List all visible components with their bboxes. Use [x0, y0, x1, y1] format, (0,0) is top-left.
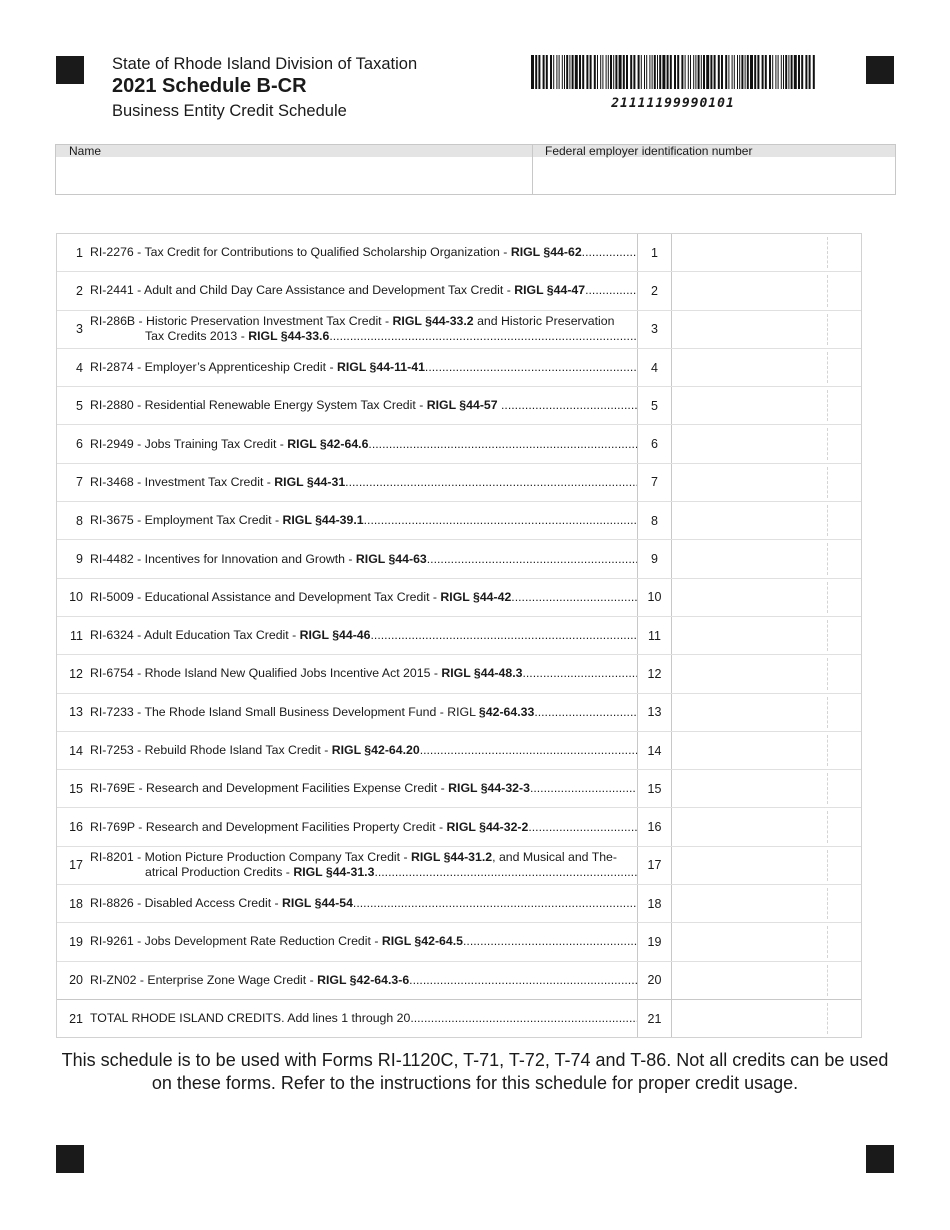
barcode-bar	[721, 55, 723, 89]
line-description: RI-4482 - Incentives for Innovation and Growth - RIGL §44-63 .....	[90, 540, 637, 577]
amount-field[interactable]	[671, 923, 861, 960]
line-number: 7	[76, 475, 83, 490]
barcode-bar	[550, 55, 552, 89]
barcode-bar	[772, 55, 773, 89]
barcode-bar	[737, 55, 738, 89]
barcode-bar	[652, 55, 653, 89]
barcode-bar	[674, 55, 676, 89]
barcode-bar	[734, 55, 735, 89]
line-number: 5	[76, 398, 83, 413]
registration-mark-top-right	[866, 56, 894, 84]
line-box-number: 4	[637, 349, 672, 386]
barcode-bar	[677, 55, 679, 89]
amount-field[interactable]	[671, 808, 861, 845]
line-box-number: 9	[637, 540, 672, 577]
line-description: RI-8201 - Motion Picture Production Company Tax Credit - RIGL §44-31.2, and Musical and The- atrical Production Credits - RIGL §44-31.3 .....	[90, 847, 637, 884]
barcode-bar	[805, 55, 807, 89]
credit-line-row	[57, 616, 861, 654]
barcode-bar	[582, 55, 584, 89]
line-description: RI-769E - Research and Development Facilities Expense Credit - RIGL §44-32-3 .....	[90, 770, 637, 807]
line-description: RI-286B - Historic Preservation Investment Tax Credit - RIGL §44-33.2 and Historic Preservation Tax Credits 2013 - RIGL §44-33.6 .....	[90, 311, 637, 348]
barcode-bar	[706, 55, 709, 89]
credit-line-row	[57, 578, 861, 616]
amount-field[interactable]	[671, 502, 861, 539]
amount-field[interactable]	[671, 885, 861, 922]
barcode-bar	[659, 55, 661, 89]
identity-box	[55, 144, 896, 195]
barcode-bar	[594, 55, 596, 89]
line-box-number: 12	[637, 655, 672, 692]
line-number: 19	[69, 934, 83, 949]
barcode-bar	[613, 55, 614, 89]
barcode-bar	[703, 55, 705, 89]
line-description: TOTAL RHODE ISLAND CREDITS. Add lines 1 through 20 .....	[90, 1000, 637, 1037]
name-field[interactable]	[56, 158, 532, 194]
barcode-bar	[556, 55, 557, 89]
line-number: 1	[76, 245, 83, 260]
line-description: RI-8826 - Disabled Access Credit - RIGL §44-54 .....	[90, 885, 637, 922]
barcode-bar	[695, 55, 696, 89]
barcode-bar	[775, 55, 776, 89]
line-box-number: 11	[637, 617, 672, 654]
barcode-bar	[813, 55, 815, 89]
line-description: RI-7233 - The Rhode Island Small Business Development Fund - RIGL §42-64.33 .....	[90, 694, 637, 731]
form-title: 2021 Schedule B-CR	[112, 75, 307, 97]
form-subtitle: Business Entity Credit Schedule	[112, 102, 347, 120]
name-label: Name	[69, 144, 102, 158]
barcode-bar	[619, 55, 622, 89]
barcode-bar	[606, 55, 607, 89]
line-number: 21	[69, 1011, 83, 1026]
barcode-bar	[739, 55, 740, 89]
barcode-bar	[546, 55, 548, 89]
credit-line-row	[57, 234, 861, 271]
barcode-bar	[641, 55, 642, 89]
line-box-number: 6	[637, 425, 672, 462]
barcode-bar	[586, 55, 588, 89]
barcode-bar	[745, 55, 746, 89]
barcode-bar	[714, 55, 716, 89]
barcode-bar	[602, 55, 603, 89]
line-number: 10	[69, 590, 83, 605]
barcode-bar	[575, 55, 578, 89]
barcode-bar	[670, 55, 672, 89]
line-description: RI-3468 - Investment Tax Credit - RIGL §44-31 .....	[90, 464, 637, 501]
amount-field[interactable]	[671, 464, 861, 501]
credit-line-row	[57, 693, 861, 731]
fein-label: Federal employer identification number	[545, 144, 753, 158]
credit-line-row	[57, 348, 861, 386]
amount-field[interactable]	[671, 617, 861, 654]
barcode	[531, 55, 815, 89]
credit-line-row	[57, 999, 861, 1037]
barcode-bar	[590, 55, 592, 89]
registration-mark-top-left	[56, 56, 84, 84]
barcode-bar	[710, 55, 712, 89]
line-description: RI-2880 - Residential Renewable Energy System Tax Credit - RIGL §44-57 .....	[90, 387, 637, 424]
credit-line-row	[57, 463, 861, 501]
line-box-number: 21	[637, 1000, 672, 1037]
credit-line-row	[57, 271, 861, 309]
barcode-bar	[788, 55, 789, 89]
barcode-bar	[688, 55, 689, 89]
line-number: 16	[69, 820, 83, 835]
barcode-bar	[569, 55, 570, 89]
barcode-bar	[769, 55, 771, 89]
barcode-bar	[644, 55, 645, 89]
barcode-bar	[657, 55, 658, 89]
barcode-bar	[693, 55, 694, 89]
barcode-bar	[638, 55, 640, 89]
barcode-bar	[681, 55, 683, 89]
line-box-number: 1	[637, 234, 672, 271]
credit-line-row	[57, 310, 861, 348]
credit-line-row	[57, 654, 861, 692]
amount-field[interactable]	[671, 349, 861, 386]
fein-field[interactable]	[533, 158, 895, 194]
barcode-bar	[754, 55, 756, 89]
line-number: 4	[76, 360, 83, 375]
barcode-bar	[543, 55, 545, 89]
line-number: 20	[69, 973, 83, 988]
barcode-bar	[747, 55, 749, 89]
amount-field[interactable]	[671, 540, 861, 577]
barcode-bar	[615, 55, 617, 89]
line-box-number: 16	[637, 808, 672, 845]
barcode-bar	[725, 55, 727, 89]
barcode-bar	[564, 55, 565, 89]
line-box-number: 20	[637, 962, 672, 999]
amount-field[interactable]	[671, 847, 861, 884]
barcode-bar	[597, 55, 598, 89]
amount-field[interactable]	[671, 1000, 861, 1037]
credit-line-row	[57, 769, 861, 807]
barcode-bar	[698, 55, 700, 89]
credit-line-row	[57, 501, 861, 539]
credit-line-row	[57, 922, 861, 960]
amount-field[interactable]	[671, 272, 861, 309]
barcode-bar	[701, 55, 702, 89]
barcode-bar	[553, 55, 554, 89]
barcode-bar	[750, 55, 753, 89]
barcode-bar	[633, 55, 635, 89]
barcode-bar	[562, 55, 563, 89]
line-description: RI-2949 - Jobs Training Tax Credit - RIGL §42-64.6 .....	[90, 425, 637, 462]
agency-name: State of Rhode Island Division of Taxation	[112, 55, 418, 73]
barcode-bar	[535, 55, 537, 89]
barcode-bar	[538, 55, 540, 89]
line-box-number: 14	[637, 732, 672, 769]
barcode-bar	[667, 55, 669, 89]
barcode-bar	[685, 55, 686, 89]
credit-line-row	[57, 807, 861, 845]
line-number: 6	[76, 437, 83, 452]
barcode-bar	[662, 55, 665, 89]
barcode-bar	[690, 55, 691, 89]
barcode-bar	[531, 55, 534, 89]
line-number: 12	[69, 666, 83, 681]
barcode-bar	[649, 55, 650, 89]
registration-mark-bottom-left	[56, 1145, 84, 1173]
line-description: RI-2441 - Adult and Child Day Care Assistance and Development Tax Credit - RIGL §44-47 .....	[90, 272, 637, 309]
line-description: RI-3675 - Employment Tax Credit - RIGL §44-39.1 .....	[90, 502, 637, 539]
amount-field[interactable]	[671, 311, 861, 348]
line-number: 14	[69, 743, 83, 758]
line-number: 11	[70, 628, 83, 643]
barcode-bar	[757, 55, 759, 89]
line-box-number: 15	[637, 770, 672, 807]
barcode-bar	[801, 55, 803, 89]
barcode-bar	[630, 55, 632, 89]
amount-field[interactable]	[671, 770, 861, 807]
line-box-number: 8	[637, 502, 672, 539]
barcode-bar	[646, 55, 647, 89]
credit-line-row	[57, 884, 861, 922]
line-description: RI-6324 - Adult Education Tax Credit - RIGL §44-46 .....	[90, 617, 637, 654]
credit-lines-table	[56, 233, 862, 1038]
amount-field[interactable]	[671, 234, 861, 271]
line-number: 15	[69, 781, 83, 796]
barcode-bar	[791, 55, 793, 89]
line-description: RI-7253 - Rebuild Rhode Island Tax Credit - RIGL §42-64.20 .....	[90, 732, 637, 769]
barcode-number: 21111199990101	[611, 96, 735, 111]
barcode-bar	[654, 55, 656, 89]
barcode-bar	[610, 55, 612, 89]
barcode-bar	[559, 55, 560, 89]
line-description: RI-ZN02 - Enterprise Zone Wage Credit - RIGL §42-64.3-6 .....	[90, 962, 637, 999]
line-number: 17	[69, 858, 83, 873]
line-box-number: 18	[637, 885, 672, 922]
barcode-bar	[608, 55, 609, 89]
line-box-number: 7	[637, 464, 672, 501]
barcode-bar	[623, 55, 625, 89]
line-description: RI-5009 - Educational Assistance and Development Tax Credit - RIGL §44-42 .....	[90, 579, 637, 616]
line-number: 18	[69, 896, 83, 911]
amount-field[interactable]	[671, 962, 861, 999]
line-box-number: 19	[637, 923, 672, 960]
credit-line-row	[57, 539, 861, 577]
amount-field[interactable]	[671, 655, 861, 692]
line-description: RI-6754 - Rhode Island New Qualified Jobs Incentive Act 2015 - RIGL §44-48.3 .....	[90, 655, 637, 692]
line-box-number: 5	[637, 387, 672, 424]
credit-line-row	[57, 731, 861, 769]
line-box-number: 13	[637, 694, 672, 731]
barcode-bar	[765, 55, 767, 89]
line-description: RI-2874 - Employer’s Apprenticeship Credit - RIGL §44-11-41 .....	[90, 349, 637, 386]
credit-line-row	[57, 846, 861, 884]
line-number: 2	[76, 283, 83, 298]
barcode-bar	[579, 55, 581, 89]
line-box-number: 3	[637, 311, 672, 348]
line-number: 3	[76, 322, 83, 337]
barcode-bar	[732, 55, 733, 89]
amount-field[interactable]	[671, 387, 861, 424]
amount-field[interactable]	[671, 694, 861, 731]
line-box-number: 2	[637, 272, 672, 309]
barcode-bar	[600, 55, 601, 89]
credit-line-row	[57, 424, 861, 462]
line-box-number: 10	[637, 579, 672, 616]
line-description: RI-769P - Research and Development Facilities Property Credit - RIGL §44-32-2 .....	[90, 808, 637, 845]
line-number: 8	[76, 513, 83, 528]
barcode-bar	[741, 55, 743, 89]
barcode-bar	[809, 55, 811, 89]
credit-line-row	[57, 961, 861, 999]
line-box-number: 17	[637, 847, 672, 884]
barcode-bar	[794, 55, 797, 89]
barcode-bar	[566, 55, 568, 89]
barcode-bar	[728, 55, 729, 89]
line-number: 13	[69, 705, 83, 720]
barcode-bar	[572, 55, 574, 89]
amount-field[interactable]	[671, 425, 861, 462]
line-description: RI-9261 - Jobs Development Rate Reduction Credit - RIGL §42-64.5 .....	[90, 923, 637, 960]
barcode-bar	[798, 55, 800, 89]
barcode-bar	[783, 55, 784, 89]
line-description: RI-2276 - Tax Credit for Contributions to Qualified Scholarship Organization - RIGL §44-62 .....	[90, 234, 637, 271]
credit-line-row	[57, 386, 861, 424]
barcode-bar	[762, 55, 764, 89]
amount-field[interactable]	[671, 732, 861, 769]
registration-mark-bottom-right	[866, 1145, 894, 1173]
barcode-bar	[781, 55, 782, 89]
barcode-bar	[718, 55, 720, 89]
barcode-bar	[778, 55, 779, 89]
barcode-bar	[785, 55, 787, 89]
usage-note: This schedule is to be used with Forms RI-1120C, T-71, T-72, T-74 and T-86. Not all credits can be used on these forms. Refer to the instructions for this schedule for proper credit usage.	[61, 1050, 889, 1093]
barcode-bar	[626, 55, 628, 89]
line-number: 9	[76, 552, 83, 567]
amount-field[interactable]	[671, 579, 861, 616]
